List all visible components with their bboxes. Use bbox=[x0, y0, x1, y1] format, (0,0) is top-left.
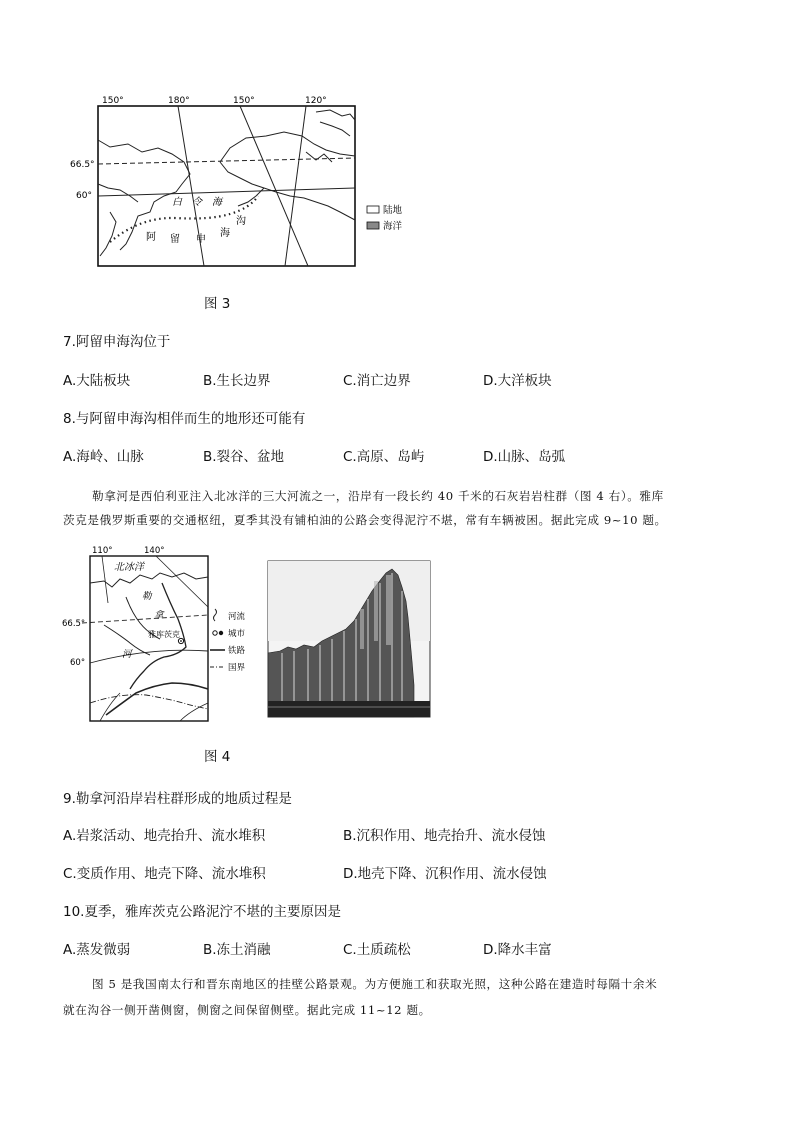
q7-option-c[interactable]: C.消亡边界 bbox=[343, 373, 411, 389]
fig4-legend-river: 河流 bbox=[228, 612, 246, 622]
fig4-lat-label: 66.5° bbox=[62, 619, 86, 629]
q8-option-c[interactable]: C.高原、岛屿 bbox=[343, 449, 425, 465]
fig4-legend-city: 城市 bbox=[228, 629, 246, 639]
fig3-sea-label: 白 bbox=[172, 197, 182, 208]
fig3-legend-sea: 海洋 bbox=[383, 221, 403, 232]
passage-1-line-2: 茨克是俄罗斯重要的交通枢纽，夏季其没有铺柏油的公路会变得泥泞不堪，常有车辆被困。据此完成 9~10 题。 bbox=[63, 513, 667, 527]
fig3-lon-label: 150° bbox=[233, 96, 255, 106]
fig4-lat-label: 60° bbox=[70, 658, 86, 668]
fig4-legend-rail: 铁路 bbox=[228, 646, 246, 656]
figure-3-caption: 图 3 bbox=[204, 296, 231, 312]
fig4-legend-city-symbol-2 bbox=[219, 631, 223, 635]
question-7-stem: 7.阿留申海沟位于 bbox=[63, 334, 171, 350]
fig3-sea-label: 海 bbox=[212, 197, 222, 208]
figure-3-map bbox=[70, 92, 420, 272]
fig4-legend-river-symbol bbox=[214, 609, 217, 621]
fig4-river-label: 拿 bbox=[154, 610, 164, 621]
passage-1-line-1: 勒拿河是西伯利亚注入北冰洋的三大河流之一，沿岸有一段长约 40 千米的石灰岩岩柱群（图 4 右）。雅库 bbox=[92, 489, 664, 503]
fig3-trench-label: 海 bbox=[220, 228, 230, 239]
fig3-legend-land: 陆地 bbox=[383, 205, 403, 216]
fig4-river-label: 勒 bbox=[142, 591, 152, 602]
q9-option-d[interactable]: D.地壳下降、沉积作用、流水侵蚀 bbox=[343, 866, 547, 882]
q7-option-a[interactable]: A.大陆板块 bbox=[63, 373, 131, 389]
figure-4-photo bbox=[268, 561, 430, 717]
figure-4-caption: 图 4 bbox=[204, 749, 231, 765]
question-8-stem: 8.与阿留申海沟相伴而生的地形还可能有 bbox=[63, 411, 306, 427]
fig4-river-label: 河 bbox=[122, 649, 132, 660]
fig3-legend-sea-swatch bbox=[367, 222, 379, 229]
passage-2-line-1: 图 5 是我国南太行和晋东南地区的挂壁公路景观。为方便施工和获取光照，这种公路在建造时每隔十余米 bbox=[92, 977, 658, 991]
fig3-lon-label: 120° bbox=[305, 96, 327, 106]
fig3-trench-label: 沟 bbox=[236, 216, 246, 227]
q10-option-d[interactable]: D.降水丰富 bbox=[483, 942, 552, 958]
fig4-ocean-label: 北冰洋 bbox=[114, 562, 144, 573]
q8-option-d[interactable]: D.山脉、岛弧 bbox=[483, 449, 566, 465]
q10-option-a[interactable]: A.蒸发微弱 bbox=[63, 942, 131, 958]
q10-option-b[interactable]: B.冻土消融 bbox=[203, 942, 271, 958]
q10-option-c[interactable]: C.土质疏松 bbox=[343, 942, 411, 958]
fig3-lon-label: 150° bbox=[102, 96, 124, 106]
fig4-legend-border: 国界 bbox=[228, 663, 246, 673]
fig3-lon-label: 180° bbox=[168, 96, 190, 106]
q8-option-a[interactable]: A.海岭、山脉 bbox=[63, 449, 144, 465]
q8-option-b[interactable]: B.裂谷、盆地 bbox=[203, 449, 285, 465]
fig3-legend-land-swatch bbox=[367, 206, 379, 213]
fig4-lon-label: 140° bbox=[144, 546, 165, 556]
question-10-stem: 10.夏季，雅库茨克公路泥泞不堪的主要原因是 bbox=[63, 904, 341, 920]
fig3-lat-label: 66.5° bbox=[70, 160, 95, 170]
question-9-stem: 9.勒拿河沿岸岩柱群形成的地质过程是 bbox=[63, 791, 292, 807]
fig3-sea-label: 令 bbox=[192, 197, 202, 208]
figure-4-map bbox=[60, 543, 260, 725]
q7-option-b[interactable]: B.生长边界 bbox=[203, 373, 271, 389]
q9-option-c[interactable]: C.变质作用、地壳下降、流水堆积 bbox=[63, 866, 266, 882]
fig3-trench-label: 留 bbox=[170, 234, 180, 245]
fig4-city-label: 雅库茨克 bbox=[148, 630, 180, 639]
q9-option-b[interactable]: B.沉积作用、地壳抬升、流水侵蚀 bbox=[343, 828, 546, 844]
fig3-lat-label: 60° bbox=[76, 191, 92, 201]
fig4-city-marker-dot bbox=[180, 640, 182, 642]
fig3-trench-label: 阿 bbox=[146, 232, 156, 243]
fig4-lon-label: 110° bbox=[92, 546, 113, 556]
fig4-legend-city-symbol bbox=[213, 631, 217, 635]
passage-2-line-2: 就在沟谷一侧开凿侧窗，侧窗之间保留侧壁。据此完成 11~12 题。 bbox=[63, 1003, 431, 1017]
q9-option-a[interactable]: A.岩浆活动、地壳抬升、流水堆积 bbox=[63, 828, 266, 844]
q7-option-d[interactable]: D.大洋板块 bbox=[483, 373, 552, 389]
fig3-trench-label: 申 bbox=[196, 234, 206, 245]
fig3-frame bbox=[98, 106, 355, 266]
